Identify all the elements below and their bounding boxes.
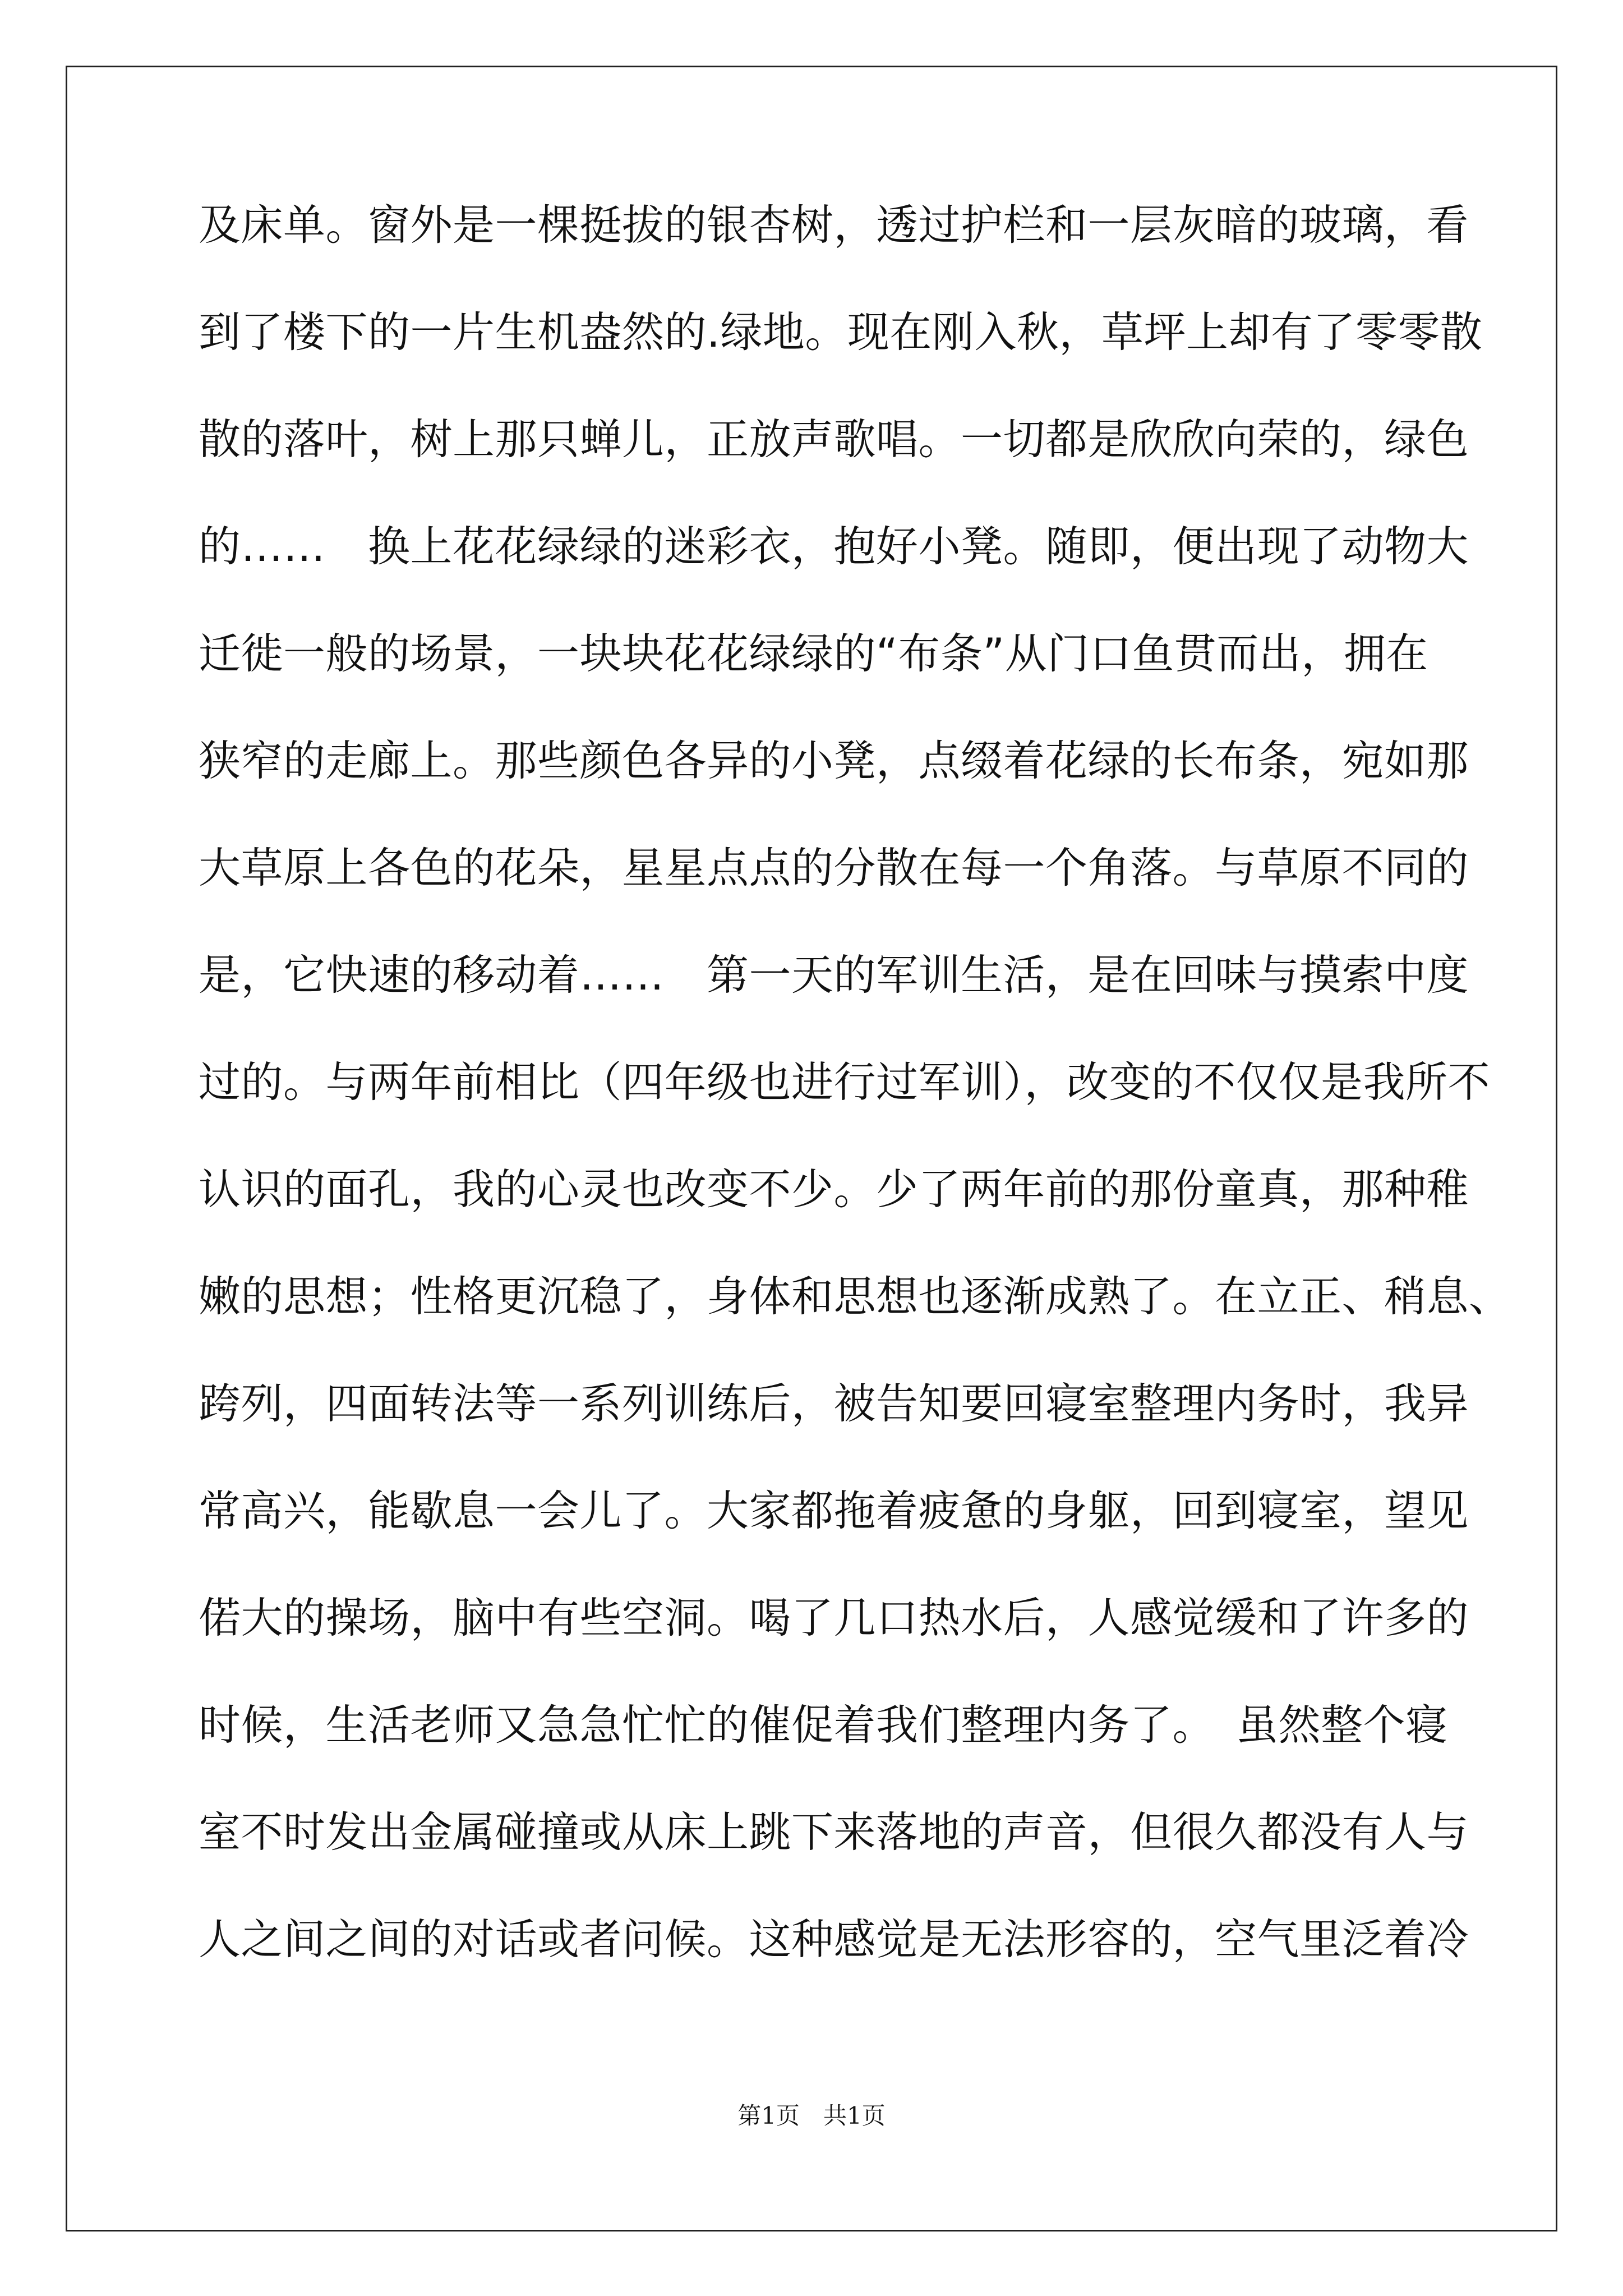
text-line: 迁徙一般的场景，一块块花花绿绿的“布条”从门口鱼贯而出，拥在 xyxy=(199,629,1428,678)
text-line: 及床单。窗外是一棵挺拔的银杏树，透过护栏和一层灰暗的玻璃，看 xyxy=(199,200,1469,250)
text-line: 时候，生活老师又急急忙忙的催促着我们整理内务了。 虽然整个寝 xyxy=(199,1700,1448,1750)
text-line: 跨列，四面转法等一系列训练后，被告知要回寝室整理内务时，我异 xyxy=(199,1379,1469,1428)
text-line: 过的。与两年前相比（四年级也进行过军训），改变的不仅仅是我所不 xyxy=(199,1057,1491,1107)
text-line: 到了楼下的一片生机盎然的.绿地。现在刚入秋，草坪上却有了零零散 xyxy=(199,307,1483,357)
body-text xyxy=(199,200,1511,2026)
text-line: 认识的面孔，我的心灵也改变不少。少了两年前的那份童真，那种稚 xyxy=(199,1165,1469,1214)
text-line: 常高兴，能歇息一会儿了。大家都拖着疲惫的身躯，回到寝室，望见 xyxy=(199,1486,1469,1535)
text-line: 嫩的思想；性格更沉稳了，身体和思想也逐渐成熟了。在立正、稍息、 xyxy=(199,1272,1511,1321)
text-line: 狭窄的走廊上。那些颜色各异的小凳，点缀着花绿的长布条，宛如那 xyxy=(199,736,1469,785)
page-footer: 第1页 共1页 xyxy=(737,2102,886,2129)
text-line: 大草原上各色的花朵，星星点点的分散在每一个角落。与草原不同的 xyxy=(199,843,1469,892)
text-line: 室不时发出金属碰撞或从床上跳下来落地的声音，但很久都没有人与 xyxy=(199,1807,1469,1857)
text-line: 偌大的操场，脑中有些空洞。喝了几口热水后，人感觉缓和了许多的 xyxy=(199,1593,1469,1642)
text-line: 人之间之间的对话或者问候。这种感觉是无法形容的，空气里泛着冷 xyxy=(199,1915,1469,1964)
text-line: 是，它快速的移动着…… 第一天的军训生活，是在回味与摸索中度 xyxy=(199,950,1469,1000)
text-line: 散的落叶，树上那只蝉儿，正放声歌唱。一切都是欣欣向荣的，绿色 xyxy=(199,415,1469,464)
text-line: 的…… 换上花花绿绿的迷彩衣，抱好小凳。随即，便出现了动物大 xyxy=(199,522,1469,571)
